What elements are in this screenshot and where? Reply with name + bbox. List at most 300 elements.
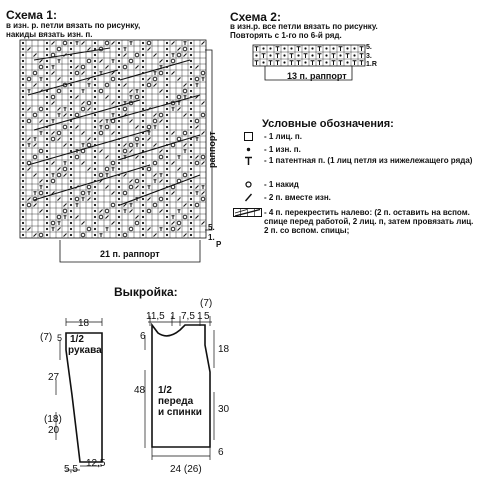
purl-dot-mark xyxy=(190,192,192,194)
purl-dot-mark xyxy=(46,234,48,236)
purl-dot-mark xyxy=(142,48,144,50)
purl-dot-mark xyxy=(142,174,144,176)
purl-dot-mark xyxy=(46,180,48,182)
purl-dot-mark xyxy=(94,228,96,230)
purl-dot-mark xyxy=(46,138,48,140)
purl-dot-mark xyxy=(70,198,72,200)
purl-dot-mark xyxy=(46,54,48,56)
body-dim-top2: 1 xyxy=(170,311,176,322)
scheme2-bottom-label: 13 п. раппорт xyxy=(287,71,347,81)
purl-dot-mark xyxy=(94,60,96,62)
scheme1-row-5: 5. xyxy=(208,223,215,232)
body-side-dim-lines xyxy=(145,330,214,448)
purl-dot-mark xyxy=(94,66,96,68)
purl-dot-mark xyxy=(190,66,192,68)
purl-dot-mark xyxy=(22,66,24,68)
empty-square-icon xyxy=(232,132,264,141)
purl-dot-mark xyxy=(94,126,96,128)
purl-dot-mark xyxy=(190,54,192,56)
purl-dot-mark xyxy=(94,90,96,92)
purl-dot-mark xyxy=(46,96,48,98)
purl-dot-mark xyxy=(118,210,120,212)
purl-dot-mark xyxy=(70,174,72,176)
purl-dot-mark xyxy=(70,126,72,128)
circle-icon xyxy=(232,180,264,189)
purl-dot-mark xyxy=(142,96,144,98)
purl-dot-mark xyxy=(142,180,144,182)
body-dim-rib: 6 xyxy=(218,447,224,458)
body-dim-bottom: 24 (26) xyxy=(170,464,202,475)
purl-dot-mark xyxy=(190,228,192,230)
purl-dot-mark xyxy=(190,180,192,182)
purl-dot-mark xyxy=(142,156,144,158)
purl-dot-mark xyxy=(46,216,48,218)
purl-dot-mark xyxy=(166,72,168,74)
purl-dot-mark xyxy=(166,108,168,110)
body-label-line3: и спинки xyxy=(158,407,202,418)
purl-dot-mark xyxy=(118,156,120,158)
body-label-line2: переда xyxy=(158,396,194,407)
purl-dot-mark xyxy=(94,168,96,170)
purl-dot-mark xyxy=(46,198,48,200)
purl-dot-mark xyxy=(94,216,96,218)
purl-dot-mark xyxy=(297,54,299,56)
purl-dot-mark xyxy=(70,144,72,146)
purl-dot-mark xyxy=(166,90,168,92)
purl-dot-mark xyxy=(346,61,348,63)
purl-dot-mark xyxy=(142,192,144,194)
purl-dot-mark xyxy=(46,192,48,194)
sleeve-label-line2: рукава xyxy=(68,345,102,356)
purl-dot-mark xyxy=(46,168,48,170)
purl-dot-mark xyxy=(290,47,292,49)
purl-dot-mark xyxy=(166,210,168,212)
purl-dot-mark xyxy=(70,168,72,170)
purl-dot-mark xyxy=(118,180,120,182)
purl-dot-mark xyxy=(70,180,72,182)
purl-dot-mark xyxy=(46,114,48,116)
purl-dot-mark xyxy=(46,48,48,50)
purl-dot-mark xyxy=(22,102,24,104)
purl-dot-mark xyxy=(142,216,144,218)
purl-dot-mark xyxy=(118,96,120,98)
purl-dot-mark xyxy=(190,150,192,152)
purl-dot-mark xyxy=(190,162,192,164)
purl-dot-mark xyxy=(118,150,120,152)
purl-dot-mark xyxy=(142,90,144,92)
purl-dot-mark xyxy=(22,186,24,188)
purl-dot-mark xyxy=(46,108,48,110)
purl-dot-mark xyxy=(118,84,120,86)
purl-dot-mark xyxy=(142,42,144,44)
purl-dot-mark xyxy=(190,84,192,86)
purl-dot-mark xyxy=(166,120,168,122)
scheme2-title: Схема 2: xyxy=(230,10,281,24)
purl-dot-mark xyxy=(190,102,192,104)
purl-dot-mark xyxy=(325,61,327,63)
purl-dot-mark xyxy=(22,108,24,110)
purl-dot-mark xyxy=(118,144,120,146)
purl-dot-mark xyxy=(190,204,192,206)
purl-dot-mark xyxy=(118,120,120,122)
purl-dot-mark xyxy=(166,228,168,230)
purl-dot-mark xyxy=(70,150,72,152)
purl-dot-mark xyxy=(46,144,48,146)
purl-dot-mark xyxy=(339,54,341,56)
scheme1-grid xyxy=(20,40,212,262)
purl-dot-mark xyxy=(70,222,72,224)
purl-dot-mark xyxy=(70,216,72,218)
purl-dot-mark xyxy=(46,120,48,122)
purl-dot-mark xyxy=(22,84,24,86)
purl-dot-mark xyxy=(262,61,264,63)
purl-dot-mark xyxy=(166,78,168,80)
purl-dot-mark xyxy=(118,72,120,74)
purl-dot-mark xyxy=(166,42,168,44)
scheme2-note-line1: в изн.р. все петли вязать по рисунку. xyxy=(230,22,378,31)
purl-dot-mark xyxy=(325,54,327,56)
purl-dot-mark xyxy=(94,96,96,98)
purl-dot-mark xyxy=(70,78,72,80)
purl-dot-mark xyxy=(22,234,24,236)
purl-dot-mark xyxy=(142,114,144,116)
purl-dot-mark xyxy=(142,102,144,104)
purl-dot-mark xyxy=(166,222,168,224)
body-dim-neck: 6 xyxy=(140,331,146,342)
purl-dot-mark xyxy=(94,192,96,194)
purl-dot-mark xyxy=(22,150,24,152)
purl-dot-mark xyxy=(118,162,120,164)
purl-dot-mark xyxy=(22,90,24,92)
purl-dot-mark xyxy=(166,54,168,56)
purl-dot-mark xyxy=(166,216,168,218)
purl-dot-mark xyxy=(70,72,72,74)
body-rib-dim-lines xyxy=(152,447,210,460)
purl-dot-mark xyxy=(70,84,72,86)
purl-dot-mark xyxy=(94,72,96,74)
purl-dot-mark xyxy=(46,210,48,212)
purl-dot-mark xyxy=(94,156,96,158)
purl-dot-mark xyxy=(118,198,120,200)
purl-dot-mark xyxy=(94,150,96,152)
purl-dot-mark xyxy=(353,54,355,56)
purl-dot-mark xyxy=(94,198,96,200)
purl-dot-mark xyxy=(166,156,168,158)
purl-dot-mark xyxy=(94,42,96,44)
purl-dot-mark xyxy=(190,126,192,128)
tuck-stitch-icon xyxy=(232,156,264,166)
purl-dot-mark xyxy=(166,234,168,236)
purl-dot-mark xyxy=(70,48,72,50)
purl-dot-mark xyxy=(22,228,24,230)
purl-dot-mark xyxy=(46,174,48,176)
purl-dot-mark xyxy=(118,234,120,236)
purl-dot-mark xyxy=(311,54,313,56)
purl-dot-mark xyxy=(190,72,192,74)
legend-text-yarnover: - 1 накид xyxy=(264,180,299,189)
purl-dot-mark xyxy=(46,186,48,188)
purl-dot-mark xyxy=(166,114,168,116)
purl-dot-mark xyxy=(118,228,120,230)
purl-dot-mark xyxy=(142,144,144,146)
purl-dot-mark xyxy=(166,96,168,98)
purl-dot-mark xyxy=(46,132,48,134)
purl-dot-mark xyxy=(22,120,24,122)
purl-dot-mark xyxy=(94,114,96,116)
purl-dot-mark xyxy=(22,168,24,170)
purl-dot-mark xyxy=(70,66,72,68)
purl-dot-mark xyxy=(70,90,72,92)
purl-dot-mark xyxy=(22,42,24,44)
purl-dot-mark xyxy=(94,234,96,236)
purl-dot-mark xyxy=(190,198,192,200)
purl-dot-mark xyxy=(22,174,24,176)
purl-dot-mark xyxy=(142,78,144,80)
purl-dot-mark xyxy=(166,126,168,128)
purl-dot-mark xyxy=(46,156,48,158)
purl-dot-mark xyxy=(94,222,96,224)
scheme2-row-5: 5. xyxy=(366,44,372,51)
purl-dot-mark xyxy=(118,54,120,56)
purl-dot-mark xyxy=(118,186,120,188)
purl-dot-mark xyxy=(142,54,144,56)
purl-dot-mark xyxy=(22,162,24,164)
purl-dot-mark xyxy=(118,204,120,206)
legend-item-purl xyxy=(232,145,478,154)
purl-dot-mark xyxy=(190,90,192,92)
purl-dot-mark xyxy=(22,48,24,50)
purl-dot-mark xyxy=(118,102,120,104)
purl-dot-mark xyxy=(46,228,48,230)
body-dim-top5: 5 xyxy=(204,311,210,322)
purl-dot-mark xyxy=(94,174,96,176)
purl-dot-mark xyxy=(332,47,334,49)
purl-dot-mark xyxy=(94,84,96,86)
purl-dot-mark xyxy=(190,156,192,158)
purl-dot-mark xyxy=(118,192,120,194)
purl-dot-mark xyxy=(22,144,24,146)
purl-dot-mark xyxy=(190,144,192,146)
purl-dot-mark xyxy=(190,78,192,80)
purl-dot-mark xyxy=(22,156,24,158)
purl-dot-mark xyxy=(166,204,168,206)
legend-item-k2tog xyxy=(232,193,478,202)
legend-item-cable xyxy=(232,208,478,235)
scheme1-note-line2: накиды вязать изн. п. xyxy=(6,30,93,39)
purl-dot-mark xyxy=(166,60,168,62)
purl-dot-mark xyxy=(190,186,192,188)
purl-dot-mark xyxy=(166,198,168,200)
purl-dot-mark xyxy=(283,54,285,56)
purl-dot-mark xyxy=(70,138,72,140)
body-label-line1: 1/2 xyxy=(158,385,172,396)
legend-title: Условные обозначения: xyxy=(262,118,394,130)
purl-dot-mark xyxy=(70,60,72,62)
purl-dot-mark xyxy=(94,54,96,56)
body-dim-total: 48 xyxy=(134,385,146,396)
purl-dot-mark xyxy=(22,204,24,206)
sleeve-dim-bottom-left: 5,5 xyxy=(64,464,78,475)
purl-dot-mark xyxy=(46,222,48,224)
purl-dot-mark xyxy=(118,132,120,134)
legend-text-k2tog: - 2 п. вместе изн. xyxy=(264,193,331,202)
purl-dot-mark xyxy=(142,126,144,128)
purl-dot-mark xyxy=(118,66,120,68)
purl-dot-mark xyxy=(166,150,168,152)
legend-text-knit: - 1 лиц. п. xyxy=(264,132,302,141)
purl-dot-mark xyxy=(46,78,48,80)
purl-dot-mark xyxy=(190,114,192,116)
purl-dot-mark xyxy=(94,204,96,206)
purl-dot-mark xyxy=(70,108,72,110)
body-dim-side: 30 xyxy=(218,404,230,415)
purl-dot-mark xyxy=(22,216,24,218)
purl-dot-mark xyxy=(283,61,285,63)
legend-text-tuck: - 1 патентная п. (1 лиц петля из нижележащего ряда) xyxy=(264,156,473,165)
purl-dot-mark xyxy=(190,48,192,50)
purl-dot-mark xyxy=(190,216,192,218)
purl-dot-mark xyxy=(262,47,264,49)
purl-dot-mark xyxy=(70,186,72,188)
cable-cross-icon xyxy=(232,208,264,235)
legend-item-knit xyxy=(232,132,478,141)
purl-dot-mark xyxy=(94,78,96,80)
purl-dot-mark xyxy=(190,120,192,122)
purl-dot-mark xyxy=(166,132,168,134)
sleeve-dim-cap2: 5 xyxy=(57,333,63,343)
purl-dot-mark xyxy=(142,228,144,230)
purl-dot-mark xyxy=(304,47,306,49)
purl-dot-mark xyxy=(118,126,120,128)
purl-dot-mark xyxy=(166,168,168,170)
scheme2-row-1r: 1.R xyxy=(366,61,377,68)
purl-dot-mark xyxy=(269,54,271,56)
purl-dot-mark xyxy=(46,60,48,62)
scheme1-note-line1: в изн. р. петли вязать по рисунку, xyxy=(6,21,141,30)
purl-dot-mark xyxy=(70,192,72,194)
purl-dot-mark xyxy=(22,54,24,56)
purl-dot-mark xyxy=(142,84,144,86)
purl-dot-mark xyxy=(70,234,72,236)
purl-dot-mark xyxy=(118,42,120,44)
purl-dot-mark xyxy=(118,90,120,92)
body-dim-armhole: 18 xyxy=(218,344,230,355)
purl-dot-mark xyxy=(22,78,24,80)
purl-dot-mark xyxy=(142,234,144,236)
sleeve-dim-side: 27 xyxy=(48,372,60,383)
purl-dot-mark xyxy=(142,204,144,206)
purl-dot-mark xyxy=(70,102,72,104)
purl-dot-mark xyxy=(190,168,192,170)
purl-dot-mark xyxy=(190,108,192,110)
purl-dot-mark xyxy=(94,120,96,122)
purl-dot-mark xyxy=(269,47,271,49)
purl-dot-mark xyxy=(70,204,72,206)
purl-dot-mark xyxy=(94,162,96,164)
purl-dot-mark xyxy=(70,96,72,98)
purl-dot-mark xyxy=(346,47,348,49)
purl-dot-mark xyxy=(118,114,120,116)
purl-dot-mark xyxy=(166,162,168,164)
purl-dot-mark xyxy=(118,78,120,80)
scheme1-row-1: 1. xyxy=(208,233,215,242)
purl-dot-mark xyxy=(142,198,144,200)
sleeve-dim-top: 18 xyxy=(78,318,90,329)
purl-dot-mark xyxy=(22,180,24,182)
purl-dot-mark xyxy=(118,60,120,62)
purl-dot-mark xyxy=(94,138,96,140)
purl-dot-mark xyxy=(22,72,24,74)
sleeve-dim-lower2: 20 xyxy=(48,425,60,436)
purl-dot-mark xyxy=(94,186,96,188)
purl-dot-mark xyxy=(118,216,120,218)
purl-dot-mark xyxy=(142,222,144,224)
purl-dot-mark xyxy=(46,84,48,86)
purl-dot-mark xyxy=(325,47,327,49)
purl-dot-mark xyxy=(22,198,24,200)
purl-dot-mark xyxy=(142,168,144,170)
purl-dot-mark xyxy=(118,168,120,170)
purl-dot-mark xyxy=(166,180,168,182)
purl-dot-mark xyxy=(70,42,72,44)
legend-text-purl: - 1 изн. п. xyxy=(264,145,301,154)
purl-dot-mark xyxy=(190,210,192,212)
purl-dot-mark xyxy=(70,210,72,212)
purl-dot-mark xyxy=(94,210,96,212)
purl-dot-mark xyxy=(255,54,257,56)
sleeve-dim-bottom: 12,5 xyxy=(86,458,106,469)
purl-dot-mark xyxy=(22,114,24,116)
slash-icon xyxy=(232,193,264,202)
sleeve-label-line1: 1/2 xyxy=(70,334,84,345)
purl-dot-mark xyxy=(94,132,96,134)
purl-dot-mark xyxy=(142,120,144,122)
purl-dot-mark xyxy=(166,48,168,50)
legend-text-cable: - 4 п. перекрестить налево: (2 п. оставить на вспом. спице перед работой, 2 лиц. п, затем провязать лиц. 2 п. со вспом. спицы; xyxy=(264,208,474,235)
scheme1-title: Схема 1: xyxy=(6,8,57,22)
purl-dot-mark xyxy=(22,132,24,134)
purl-dot-mark xyxy=(46,204,48,206)
purl-dot-mark xyxy=(190,60,192,62)
purl-dot-mark xyxy=(166,84,168,86)
purl-dot-mark xyxy=(190,174,192,176)
purl-dot-mark xyxy=(190,42,192,44)
purl-dot-mark xyxy=(166,138,168,140)
dot-icon xyxy=(232,145,264,154)
scheme2-note-line2: Повторять с 1-го по 6-й ряд. xyxy=(230,31,342,40)
scheme2-row-3: 3. xyxy=(366,53,372,60)
purl-dot-mark xyxy=(70,156,72,158)
purl-dot-mark xyxy=(94,102,96,104)
purl-dot-mark xyxy=(166,192,168,194)
purl-dot-mark xyxy=(94,108,96,110)
purl-dot-mark xyxy=(142,138,144,140)
purl-dot-mark xyxy=(304,61,306,63)
purl-dot-mark xyxy=(142,186,144,188)
body-dim-top3: 7,5 xyxy=(181,311,195,322)
purl-dot-mark xyxy=(46,66,48,68)
purl-dot-mark xyxy=(190,222,192,224)
purl-dot-mark xyxy=(22,222,24,224)
sleeve-dim-cap: (7) xyxy=(40,332,53,343)
purl-dot-mark xyxy=(46,162,48,164)
purl-dot-mark xyxy=(46,42,48,44)
purl-dot-mark xyxy=(22,138,24,140)
purl-dot-mark xyxy=(142,162,144,164)
purl-dot-mark xyxy=(70,114,72,116)
scheme1-side-label: раппорт xyxy=(207,131,217,169)
purl-dot-mark xyxy=(311,47,313,49)
